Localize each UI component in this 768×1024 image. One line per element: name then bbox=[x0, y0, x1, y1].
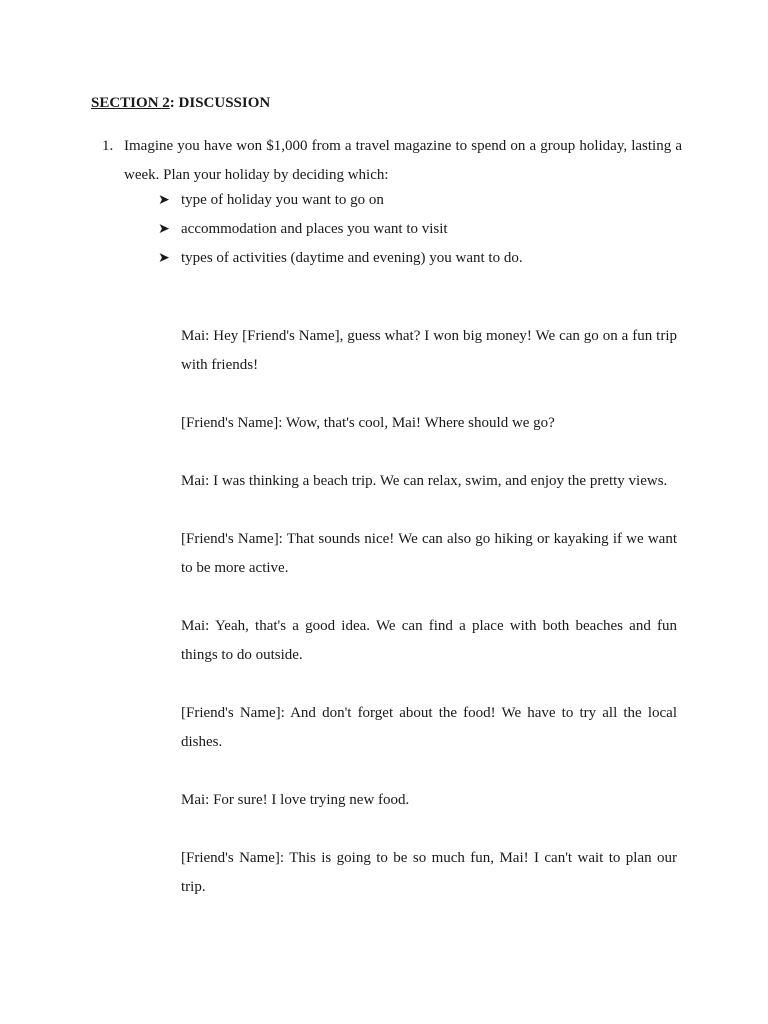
arrow-bullet-icon: ➤ bbox=[158, 222, 170, 237]
section-title: DISCUSSION bbox=[178, 95, 271, 111]
dialogue-line: Mai: For sure! I love trying new food. bbox=[181, 792, 410, 808]
section-heading bbox=[91, 94, 270, 112]
question-text: Imagine you have won $1,000 from a travel magazine to spend on a group holiday, lasting a week. Plan your holiday by deciding which: bbox=[124, 138, 682, 183]
dialogue-line: [Friend's Name]: And don't forget about the food! We have to try all the local dishes. bbox=[181, 705, 677, 750]
bullet-item bbox=[158, 186, 523, 215]
question-number: 1. bbox=[102, 138, 114, 154]
bullet-text: accommodation and places you want to visit bbox=[181, 221, 448, 237]
section-separator: : bbox=[169, 95, 179, 111]
bullet-item bbox=[158, 244, 523, 273]
dialogue-line: [Friend's Name]: Wow, that's cool, Mai! Where should we go? bbox=[181, 415, 555, 431]
dialogue-block bbox=[181, 322, 677, 931]
section-label: SECTION 2 bbox=[91, 95, 170, 111]
bullet-list bbox=[158, 186, 523, 273]
dialogue-line: [Friend's Name]: This is going to be so much fun, Mai! I can't wait to plan our trip. bbox=[181, 850, 677, 895]
bullet-item bbox=[158, 215, 523, 244]
dialogue-line: Mai: Hey [Friend's Name], guess what? I won big money! We can go on a fun trip with friends! bbox=[181, 328, 677, 373]
bullet-text: type of holiday you want to go on bbox=[181, 192, 384, 208]
arrow-bullet-icon: ➤ bbox=[158, 251, 170, 266]
bullet-text: types of activities (daytime and evening) you want to do. bbox=[181, 250, 523, 266]
question-item bbox=[102, 132, 682, 190]
dialogue-line: [Friend's Name]: That sounds nice! We can also go hiking or kayaking if we want to be more active. bbox=[181, 531, 677, 576]
arrow-bullet-icon: ➤ bbox=[158, 193, 170, 208]
dialogue-line: Mai: Yeah, that's a good idea. We can find a place with both beaches and fun things to do outside. bbox=[181, 618, 677, 663]
dialogue-line: Mai: I was thinking a beach trip. We can relax, swim, and enjoy the pretty views. bbox=[181, 473, 668, 489]
